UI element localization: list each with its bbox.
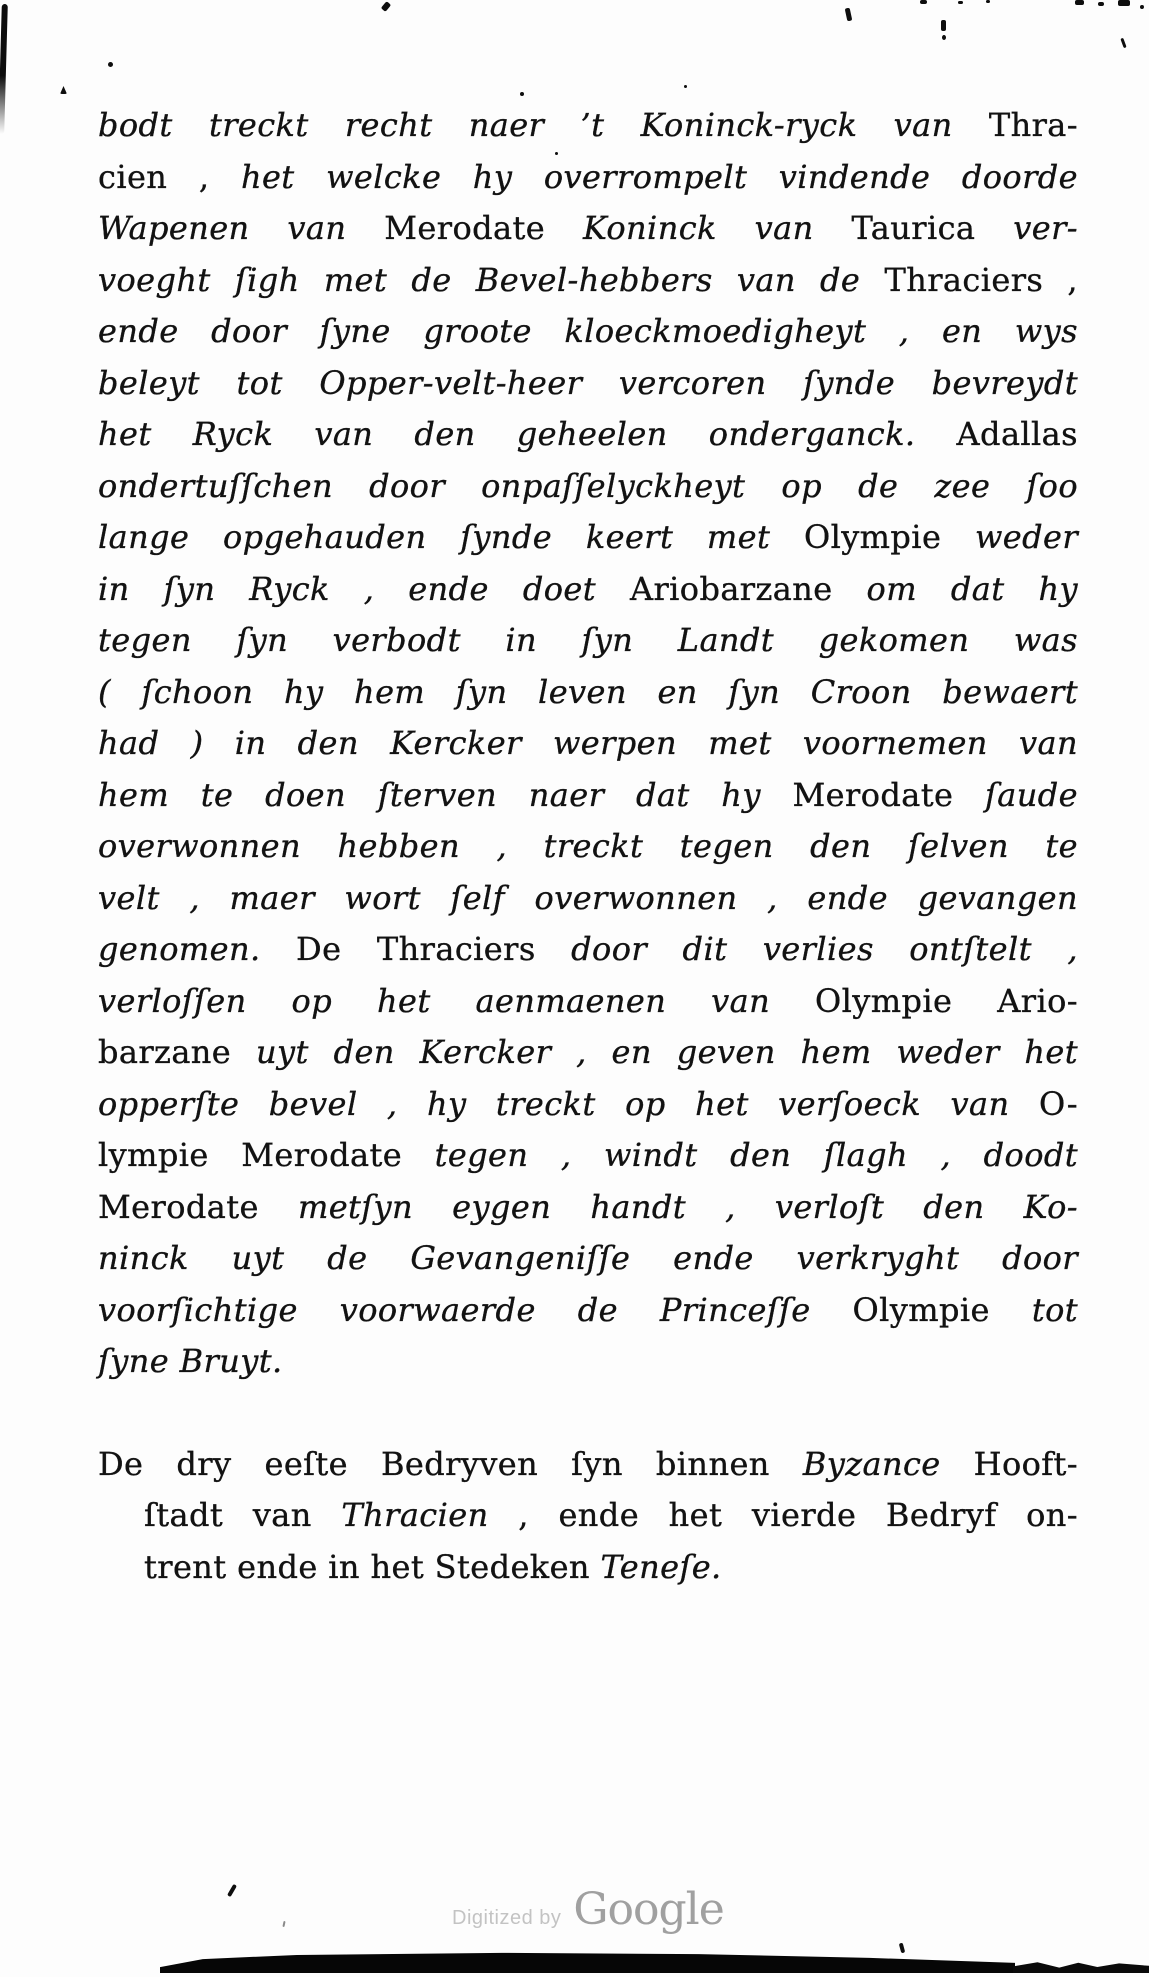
text-segment-italic: het welcke hy overrompelt vindende doorde xyxy=(240,157,1078,196)
text-line xyxy=(98,1490,1078,1542)
text-line xyxy=(98,1285,1078,1337)
text-segment-italic: opperſte bevel , hy treckt op het verſoeck van xyxy=(98,1084,1039,1123)
text-line xyxy=(98,512,1078,564)
text-segment-italic: overwonnen hebben , treckt tegen den ſelven te xyxy=(98,827,1078,865)
text-line xyxy=(98,1439,1078,1491)
text-line xyxy=(98,976,1078,1028)
scan-speck xyxy=(986,0,990,3)
scan-speck xyxy=(60,86,67,94)
scan-speck xyxy=(1120,38,1126,48)
text-segment-italic: tegen ſyn verbodt in ſyn Landt gekomen was xyxy=(98,621,1078,659)
scan-bottom-bar-fragment xyxy=(1013,1961,1149,1973)
text-segment-italic: ſaude xyxy=(985,775,1078,814)
text-segment-roman: ſtadt van xyxy=(144,1496,342,1534)
text-segment-italic: door dit verlies ontſtelt , xyxy=(571,930,1078,968)
text-segment-italic: ondertuſſchen door onpaſſelyckheyt op de zee ſoo xyxy=(98,466,1078,505)
text-line xyxy=(98,1079,1078,1131)
text-line xyxy=(98,615,1078,667)
text-segment-italic: ver- xyxy=(1013,209,1078,247)
text-line xyxy=(98,100,1078,152)
text-block xyxy=(98,100,1078,1593)
text-line xyxy=(98,1336,1078,1388)
text-line xyxy=(98,358,1078,410)
google-logo: Google xyxy=(573,1884,724,1935)
text-segment-italic: ſyne Bruyt. xyxy=(98,1342,283,1380)
text-line xyxy=(98,873,1078,925)
text-line xyxy=(98,409,1078,461)
text-segment-roman: De dry eeſte Bedryven ſyn binnen xyxy=(98,1444,803,1483)
text-segment-roman: Olympie Ario- xyxy=(815,981,1078,1020)
scan-speck xyxy=(108,62,113,67)
scan-speck xyxy=(941,20,946,31)
text-line xyxy=(98,203,1078,255)
text-segment-roman: Merodate xyxy=(792,775,986,814)
text-segment-italic: velt , maer wort ſelf overwonnen , ende gevangen xyxy=(98,878,1078,917)
text-segment-italic: Koninck van xyxy=(582,209,852,247)
text-segment-roman: Merodate xyxy=(98,1187,298,1226)
scan-speck xyxy=(958,1,963,4)
text-segment-roman: cien , xyxy=(98,157,241,196)
text-line xyxy=(98,1182,1078,1234)
scan-speck xyxy=(684,85,687,88)
text-segment-italic: ende door ſyne groote kloeckmoedigheyt , en wys xyxy=(98,312,1078,350)
text-segment-roman: , ende het vierde Bedryf on- xyxy=(488,1496,1078,1534)
text-segment-italic: beleyt tot Opper-velt-heer vercoren ſynde bevreydt xyxy=(98,363,1078,402)
text-line xyxy=(98,1233,1078,1285)
scan-bottom-bar xyxy=(160,1952,1015,1973)
text-segment-italic: voeght ſigh met de Bevel-hebbers van de xyxy=(98,260,885,299)
text-segment-italic: het Ryck van den geheelen onderganck. xyxy=(98,415,957,453)
scan-speck xyxy=(555,152,558,155)
text-segment-roman: Olympie xyxy=(852,1290,1032,1329)
text-segment-italic: tot xyxy=(1031,1290,1078,1329)
scan-speck xyxy=(942,35,946,40)
text-segment-italic: Byzance xyxy=(802,1444,974,1483)
text-segment-italic: uyt den Kercker , en geven hem weder het xyxy=(255,1033,1078,1071)
text-line xyxy=(98,1130,1078,1182)
text-segment-roman: Hooft- xyxy=(973,1444,1079,1483)
text-line xyxy=(98,564,1078,616)
scan-speck xyxy=(381,1,391,12)
text-segment-italic: tegen , windt den ſlagh , doodt xyxy=(434,1136,1078,1174)
text-line xyxy=(98,255,1078,307)
text-line xyxy=(98,1027,1078,1079)
text-segment-roman: Merodate xyxy=(384,209,583,247)
text-line xyxy=(98,152,1078,204)
text-segment-italic: verloſſen op het aenmaenen van xyxy=(98,981,816,1020)
text-segment-roman: barzane xyxy=(98,1033,256,1071)
text-line xyxy=(98,306,1078,358)
scan-speck xyxy=(845,8,853,22)
scan-speck xyxy=(920,0,927,4)
text-segment-italic: Teneſe. xyxy=(600,1547,722,1586)
scan-binding-edge xyxy=(0,4,8,134)
text-segment-italic: bodt treckt recht naer ’t Koninck-ryck van xyxy=(98,106,989,144)
text-segment-italic: hem te doen ſterven naer dat hy xyxy=(98,775,793,814)
text-segment-italic: in ſyn Ryck , ende doet xyxy=(98,569,630,608)
text-segment-roman: Ariobarzane xyxy=(629,569,867,608)
scan-speck xyxy=(899,1943,905,1954)
text-segment-roman: De Thraciers xyxy=(296,930,572,968)
text-segment-italic: voorſichtige voorwaerde de Princeſſe xyxy=(98,1290,853,1329)
text-segment-roman: trent ende in het Stedeken xyxy=(144,1547,601,1586)
scan-speck xyxy=(1118,0,1130,6)
scan-speck xyxy=(1140,5,1144,9)
text-segment-roman: Olympie xyxy=(803,518,975,556)
text-segment-roman: Thraciers , xyxy=(884,260,1079,299)
scan-speck xyxy=(227,1884,237,1897)
text-segment-roman: O- xyxy=(1038,1084,1078,1123)
scan-speck xyxy=(1098,2,1104,6)
text-segment-roman: Thra- xyxy=(988,106,1078,144)
text-line xyxy=(98,924,1078,976)
text-segment-italic: Wapenen van xyxy=(98,209,385,247)
text-line xyxy=(98,1542,1078,1594)
scan-speck xyxy=(1075,0,1084,5)
text-segment-italic: om dat hy xyxy=(866,569,1078,608)
text-line xyxy=(98,461,1078,513)
google-watermark xyxy=(452,1884,724,1935)
text-line xyxy=(98,770,1078,822)
scan-speck xyxy=(282,1921,285,1927)
text-segment-roman: Taurica xyxy=(851,209,1014,247)
text-segment-italic: lange opgehauden ſynde keert met xyxy=(98,518,804,556)
text-segment-roman: lympie Merodate xyxy=(98,1136,435,1174)
text-segment-italic: had ) in den Kercker werpen met voornemen van xyxy=(98,724,1078,762)
text-segment-italic: genomen. xyxy=(98,930,297,968)
text-segment-italic: ( ſchoon hy hem ſyn leven en ſyn Croon bewaert xyxy=(98,672,1078,711)
paragraph-synopsis xyxy=(98,100,1078,1388)
text-line xyxy=(98,718,1078,770)
text-line xyxy=(98,667,1078,719)
text-segment-italic: weder xyxy=(974,518,1079,556)
text-segment-italic: Thracien xyxy=(341,1496,489,1534)
paragraph-location-note xyxy=(98,1439,1078,1594)
scan-speck xyxy=(520,92,524,96)
text-segment-roman: Adallas xyxy=(956,415,1078,453)
digitized-by-label: Digitized by xyxy=(452,1907,562,1929)
text-segment-italic: metſyn eygen handt , verloſt den Ko- xyxy=(297,1187,1078,1226)
text-line xyxy=(98,821,1078,873)
text-segment-italic: ninck uyt de Gevangeniſſe ende verkryght door xyxy=(98,1239,1078,1277)
